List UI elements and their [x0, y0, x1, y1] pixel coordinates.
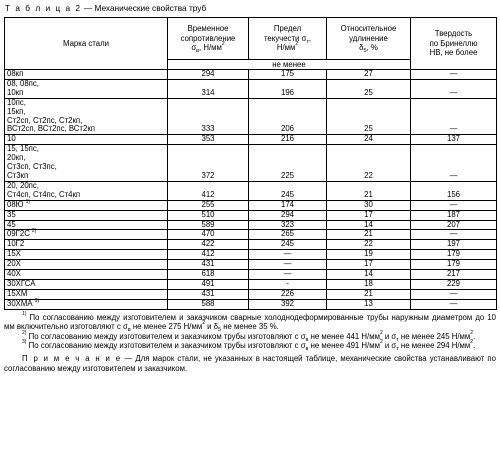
header-min-values: не менее [168, 60, 411, 70]
cell-brinell-hardness: 217 [411, 270, 497, 280]
cell-tensile-strength: 431 [168, 260, 249, 270]
cell-elongation: 24 [327, 135, 411, 145]
cell-steel-grade: 10 [5, 135, 168, 145]
footnote-3: $^{3)}$ По согласованию между изготовителем и заказчиком трубы изготовляют с $\sigma_в$ не менее 491 $Н/мм^2$ и $\sigma_т$ не менее 294 $Н/мм^2$. [22, 339, 476, 353]
table-note: П р и м е ч а н и е — Для марок стали, не указанных в настоящей таблице, механические свойства устанавливают по согласованию между изготовителем и заказчиком. [4, 354, 496, 373]
cell-brinell-hardness: — [411, 145, 497, 182]
cell-elongation: 14 [327, 270, 411, 280]
cell-brinell-hardness: 187 [411, 210, 497, 220]
cell-brinell-hardness: 197 [411, 240, 497, 250]
cell-tensile-strength: 412 [168, 250, 249, 260]
table-row [5, 240, 497, 250]
cell-yield-strength: 216 [249, 135, 327, 145]
mechanical-properties-table [4, 17, 497, 310]
cell-brinell-hardness: 207 [411, 220, 497, 230]
cell-yield-strength: 174 [249, 200, 327, 210]
table-row [5, 299, 497, 309]
cell-tensile-strength: 510 [168, 210, 249, 220]
cell-elongation: 17 [327, 210, 411, 220]
cell-steel-grade: 08, 08пс, 10кп [5, 79, 168, 98]
cell-brinell-hardness: — [411, 98, 497, 135]
cell-yield-strength: 196 [249, 79, 327, 98]
cell-steel-grade: 08кп [5, 70, 168, 80]
cell-yield-strength: 225 [249, 145, 327, 182]
cell-elongation: 25 [327, 79, 411, 98]
header-brinell-hardness: Твердость по Бринеллю НВ, не более [411, 18, 497, 70]
cell-steel-grade: 30ХГСА [5, 279, 168, 289]
cell-elongation: 25 [327, 98, 411, 135]
cell-steel-grade: 10Г2 [5, 240, 168, 250]
cell-brinell-hardness: — [411, 230, 497, 240]
cell-steel-grade: 40Х [5, 270, 168, 280]
cell-tensile-strength: 255 [168, 200, 249, 210]
header-tensile-strength: Временное сопротивление $\sigma_в$, $Н/мм^2$ [168, 18, 249, 60]
cell-yield-strength: — [249, 270, 327, 280]
cell-elongation: 21 [327, 289, 411, 299]
cell-yield-strength: — [249, 250, 327, 260]
document-page [4, 3, 496, 373]
caption-dash: — [81, 3, 95, 13]
table-row [5, 181, 497, 200]
cell-yield-strength: 245 [249, 181, 327, 200]
cell-steel-grade: 09Г2С $^{2)}$ [5, 230, 168, 240]
table-notes [4, 310, 496, 374]
cell-yield-strength: 245 [249, 240, 327, 250]
cell-elongation: 22 [327, 240, 411, 250]
table-row [5, 135, 497, 145]
cell-tensile-strength: 333 [168, 98, 249, 135]
cell-steel-grade: 15Х [5, 250, 168, 260]
cell-elongation: 17 [327, 260, 411, 270]
cell-steel-grade: 20, 20пс, Ст4сп, Ст4пс, Ст4кп [5, 181, 168, 200]
cell-elongation: 13 [327, 299, 411, 309]
cell-elongation: 27 [327, 70, 411, 80]
cell-yield-strength: 175 [249, 70, 327, 80]
cell-steel-grade: 15ХМ [5, 289, 168, 299]
table-row [5, 220, 497, 230]
footnote-ref: 3) [34, 297, 40, 304]
cell-brinell-hardness: 229 [411, 279, 497, 289]
footnote-1: $^{1)}$ По согласованию между изготовителем и заказчиком сварные холоднодеформированные трубы наружным диаметром до 10 мм включительно изготовляют с $\sigma_в$ не менее 275 $Н/мм^2$ и $\delta_5$ не менее 35 %. [4, 310, 496, 334]
cell-steel-grade: 30ХМА $^{3)}$ [5, 299, 168, 309]
cell-elongation: 30 [327, 200, 411, 210]
cell-elongation: 14 [327, 220, 411, 230]
cell-yield-strength: — [249, 260, 327, 270]
cell-tensile-strength: 412 [168, 181, 249, 200]
cell-tensile-strength: 422 [168, 240, 249, 250]
cell-elongation: 22 [327, 145, 411, 182]
cell-elongation: 18 [327, 279, 411, 289]
cell-brinell-hardness: — [411, 289, 497, 299]
cell-yield-strength: 294 [249, 210, 327, 220]
cell-yield-strength: - [249, 279, 327, 289]
table-row [5, 200, 497, 210]
table-row [5, 270, 497, 280]
cell-yield-strength: 206 [249, 98, 327, 135]
header-elongation: Относительное удлинение $\delta_5$, % [327, 18, 411, 60]
cell-steel-grade: 08Ю $^{1)}$ [5, 200, 168, 210]
footnote-ref: 1) [25, 198, 31, 205]
cell-yield-strength: 323 [249, 220, 327, 230]
cell-steel-grade: 10пс, 15кп, Ст2сп, Ст2пс, Ст2кп, ВСт2сп, ВСт2пс, ВСт2кп [5, 98, 168, 135]
cell-steel-grade: 15, 15пс, 20кп, Ст3сп, Ст3пс, Ст3кп [5, 145, 168, 182]
cell-steel-grade: 35 [5, 210, 168, 220]
cell-tensile-strength: 491 [168, 279, 249, 289]
cell-tensile-strength: 431 [168, 289, 249, 299]
cell-brinell-hardness: — [411, 299, 497, 309]
table-caption [5, 3, 496, 14]
table-row [5, 70, 497, 80]
cell-brinell-hardness: 179 [411, 260, 497, 270]
cell-yield-strength: 265 [249, 230, 327, 240]
cell-brinell-hardness: — [411, 70, 497, 80]
table-row [5, 79, 497, 98]
table-row [5, 289, 497, 299]
cell-tensile-strength: 314 [168, 79, 249, 98]
cell-tensile-strength: 294 [168, 70, 249, 80]
table-number: Т а б л и ц а 2 [5, 3, 82, 13]
table-row [5, 98, 497, 135]
footnote-ref: 2) [31, 228, 37, 235]
cell-tensile-strength: 372 [168, 145, 249, 182]
footnote-2: $^{2)}$ По согласованию между изготовителем и заказчиком трубы изготовляют с $\sigma_в$ не менее 441 $Н/мм^2$ и $\sigma_т$ не менее 245 $Н/мм^2$. [22, 329, 476, 343]
cell-steel-grade: 20Х [5, 260, 168, 270]
cell-yield-strength: 226 [249, 289, 327, 299]
table-title: Механические свойства труб [94, 3, 207, 13]
table-row [5, 250, 497, 260]
table-row [5, 260, 497, 270]
cell-elongation: 21 [327, 181, 411, 200]
header-yield-strength: Предел текучести $\sigma_т$, $Н/мм^2$ [249, 18, 327, 60]
cell-tensile-strength: 618 [168, 270, 249, 280]
cell-yield-strength: 392 [249, 299, 327, 309]
cell-brinell-hardness: 179 [411, 250, 497, 260]
header-steel-grade: Марка стали [5, 18, 168, 70]
table-row [5, 230, 497, 240]
table-body [5, 70, 497, 310]
cell-tensile-strength: 353 [168, 135, 249, 145]
cell-tensile-strength: 470 [168, 230, 249, 240]
cell-brinell-hardness: 137 [411, 135, 497, 145]
cell-brinell-hardness: — [411, 200, 497, 210]
cell-brinell-hardness: — [411, 79, 497, 98]
cell-brinell-hardness: 156 [411, 181, 497, 200]
cell-elongation: 21 [327, 230, 411, 240]
cell-elongation: 19 [327, 250, 411, 260]
cell-tensile-strength: 588 [168, 299, 249, 309]
table-row [5, 210, 497, 220]
cell-tensile-strength: 589 [168, 220, 249, 230]
table-row [5, 279, 497, 289]
table-row [5, 145, 497, 182]
cell-steel-grade: 45 [5, 220, 168, 230]
